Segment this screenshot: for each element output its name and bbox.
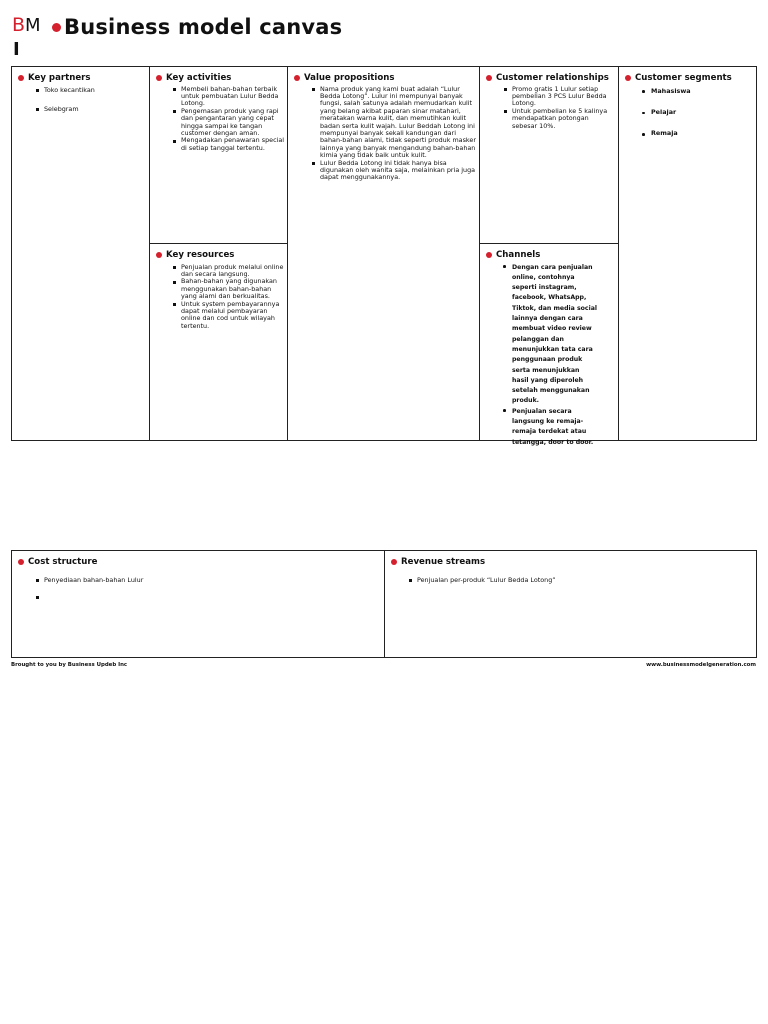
block-list bbox=[181, 264, 286, 331]
block-title: Key activities bbox=[166, 73, 232, 83]
list-item: Pelajar bbox=[651, 109, 756, 116]
block-header bbox=[156, 251, 287, 260]
logo-letter-b: B bbox=[12, 14, 26, 36]
channels-block bbox=[479, 243, 619, 446]
list-item: Penyediaan bahan-bahan Lulur bbox=[44, 577, 384, 584]
block-title: Value propositions bbox=[304, 73, 395, 83]
block-list bbox=[512, 263, 598, 448]
bullet-dot-icon bbox=[156, 75, 162, 81]
block-list bbox=[44, 577, 384, 601]
list-item: Penjualan per-produk “Lulur Bedda Lotong” bbox=[417, 577, 756, 584]
block-list bbox=[320, 86, 478, 182]
block-header bbox=[18, 74, 149, 83]
footer-website: www.businessmodelgeneration.com bbox=[646, 662, 756, 668]
block-header bbox=[391, 558, 756, 567]
bullet-dot-icon bbox=[156, 252, 162, 258]
list-item: Mahasiswa bbox=[651, 88, 756, 95]
list-item: Untuk pembelian ke 5 kalinya mendapatkan potongan sebesar 10%. bbox=[512, 108, 614, 130]
block-title: Cost structure bbox=[28, 557, 98, 567]
list-item: Untuk system pembayarannya dapat melalui pembayaran online dan cod untuk wilayah tertentu. bbox=[181, 301, 286, 331]
bullet-dot-icon bbox=[486, 75, 492, 81]
list-item: Nama produk yang kami buat adalah “Lulur Bedda Lotong”. Lulur ini mempunyai banyak fungsi, salah satunya adalah memudarkan kulit yang belang akibat paparan sinar matahari, meratakan warna kulit, dan memutihkan kulit badan serta kulit wajah. Lulur Beddah Lotong ini mempunyai banyak sekali kandungan dari bahan-bahan alami, tidak seperti produk masker lainnya yang banyak mengandung bahan-bahan kimia yang tidak baik untuk kulit. bbox=[320, 86, 478, 160]
list-item: Promo gratis 1 Lulur setiap pembelian 3 PCS Lulur Bedda Lotong. bbox=[512, 86, 614, 108]
list-item: Dengan cara penjualan online, contohnya seperti instagram, facebook, WhatsApp, Tiktok, dan media social lainnya dengan cara membuat video review pelanggan dan menunjukkan tata cara penggunaan produk serta menunjukkan hasil yang diperoleh setelah menggunakan produk. bbox=[512, 263, 598, 407]
bullet-dot-icon bbox=[294, 75, 300, 81]
value-propositions-block bbox=[287, 66, 480, 441]
page-header bbox=[52, 17, 342, 38]
bullet-dot-icon bbox=[18, 559, 24, 565]
block-list bbox=[512, 86, 614, 130]
list-item bbox=[44, 594, 384, 601]
key-partners-block bbox=[11, 66, 150, 441]
block-title: Customer segments bbox=[635, 73, 732, 83]
block-title: Key partners bbox=[28, 73, 91, 83]
block-header bbox=[486, 251, 618, 260]
revenue-streams-block bbox=[384, 550, 757, 658]
block-list bbox=[181, 86, 286, 153]
block-list bbox=[417, 577, 756, 584]
block-list bbox=[651, 88, 756, 138]
footer-credit: Brought to you by Business Updeb Inc bbox=[11, 662, 128, 668]
customer-relationships-block bbox=[479, 66, 619, 244]
customer-segments-block bbox=[618, 66, 757, 441]
bullet-dot-icon bbox=[625, 75, 631, 81]
list-item: Remaja bbox=[651, 130, 756, 137]
list-item: Bahan-bahan yang digunakan menggunakan bahan-bahan yang alami dan berkualitas. bbox=[181, 278, 286, 300]
logo-letter-m: M bbox=[25, 15, 41, 36]
cost-structure-block bbox=[11, 550, 385, 658]
block-title: Revenue streams bbox=[401, 557, 486, 567]
logo-letter-i: I bbox=[13, 39, 20, 60]
key-resources-block bbox=[149, 243, 288, 441]
list-item: Pengemasan produk yang rapi dan pengantaran yang cepat hingga sampai ke tangan customer dengan aman. bbox=[181, 108, 286, 138]
key-activities-block bbox=[149, 66, 288, 244]
block-title: Customer relationships bbox=[496, 73, 609, 83]
bullet-dot-icon bbox=[18, 75, 24, 81]
block-header bbox=[294, 74, 479, 83]
block-list bbox=[44, 87, 149, 114]
block-title: Key resources bbox=[166, 250, 235, 260]
block-header bbox=[625, 74, 756, 83]
list-item: Selebgram bbox=[44, 106, 149, 113]
block-header bbox=[486, 74, 618, 83]
page-title: Business model canvas bbox=[64, 15, 343, 39]
bullet-dot-icon bbox=[391, 559, 397, 565]
bullet-dot-icon bbox=[486, 252, 492, 258]
list-item: Lulur Bedda Lotong ini tidak hanya bisa digunakan oleh wanita saja, melainkan pria juga dapat menggunakannya. bbox=[320, 160, 478, 182]
list-item: Penjualan secara langsung ke remaja-remaja terdekat atau tetangga, door to door. bbox=[512, 407, 598, 448]
block-header bbox=[18, 558, 384, 567]
list-item: Mengadakan penawaran special di setiap tanggal tertentu. bbox=[181, 136, 285, 152]
bmi-logo bbox=[12, 16, 41, 35]
list-item: Toko kecantikan bbox=[44, 87, 149, 94]
list-item: Penjualan produk melalui online dan secara langsung. bbox=[181, 264, 286, 279]
block-title: Channels bbox=[496, 250, 541, 260]
list-item: Membeli bahan-bahan terbaik untuk pembuatan Lulur Bedda Lotong. bbox=[181, 86, 286, 108]
bullet-dot-icon bbox=[52, 23, 61, 32]
block-header bbox=[156, 74, 287, 83]
